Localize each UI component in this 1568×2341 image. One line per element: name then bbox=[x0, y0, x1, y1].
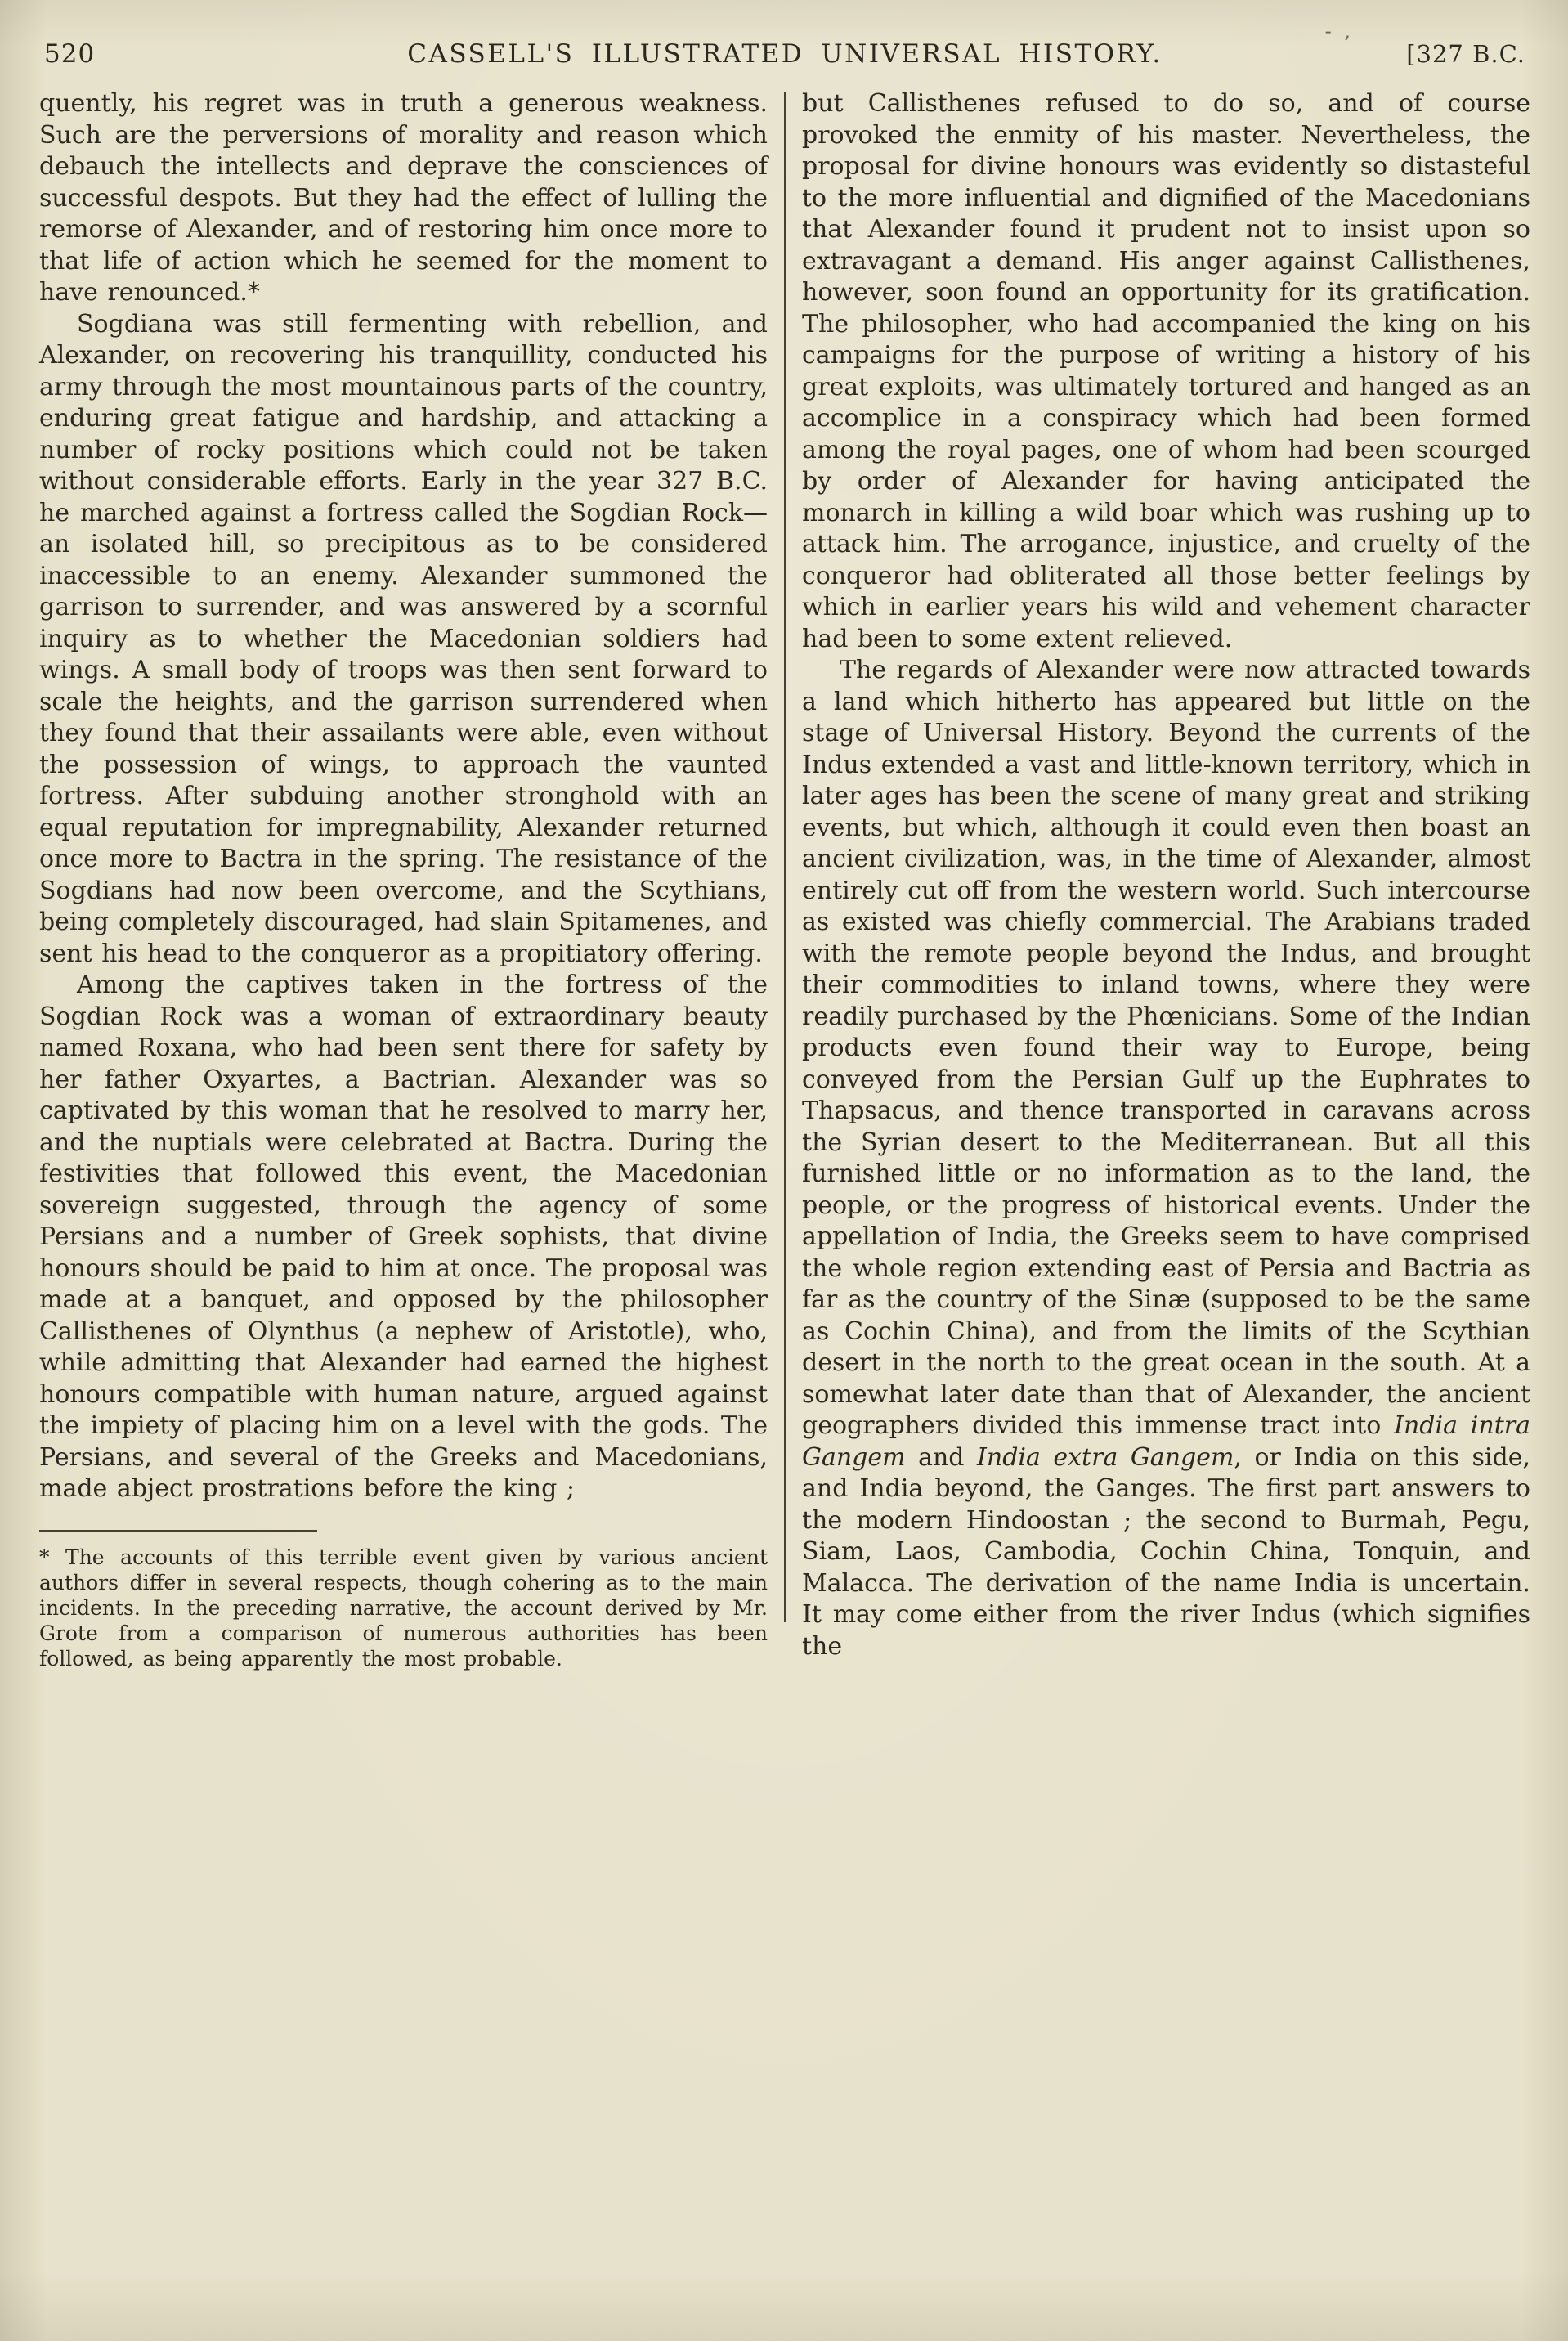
text-segment: and bbox=[905, 1442, 978, 1472]
left-column bbox=[39, 88, 768, 1671]
two-column-body bbox=[39, 88, 1530, 1671]
date-marker: [327 B.C. bbox=[1406, 40, 1525, 68]
text-segment: Among the captives taken in the fortress of the Sogdian Rock was a woman of extraordinary beauty named Roxana, who had been sent there for safety by her father Oxyartes, a Bactrian. Alexander was so captivated by this woman that he resolved to marry her, and the nuptials were celebrated at Bactra. During the festivities that followed this event, the Macedonian sovereign suggested, through the agency of some Persians and a number of Greek sophists, that divine honours should be paid to him at once. The proposal was made at a banquet, and opposed by the philosopher Callisthenes of Olynthus (a nephew of Aristotle), who, while admitting that Alexander had earned the highest honours compatible with human nature, argued against the impiety of placing him on a level with the gods. The Persians, and several of the Greeks and Macedonians, made abject prostrations before the king ; bbox=[39, 971, 768, 1503]
paragraph bbox=[39, 309, 768, 971]
text-segment: but Callisthenes refused to do so, and of course provoked the enmity of his master. Nevertheless, the proposal for divine honours was evidently so distasteful to the more influential and dignified of the Macedonians that Alexander found it prudent not to insist upon so extravagant a demand. His anger against Callisthenes, however, soon found an opportunity for its gratification. The philosopher, who had accompanied the king on his campaigns for the purpose of writing a history of his great exploits, was ultimately tortured and hanged as an accomplice in a conspiracy which had been formed among the royal pages, one of whom had been scourged by order of Alexander for having anticipated the monarch in killing a wild boar which was rushing up to attack him. The arrogance, injustice, and cruelty of the conqueror had obliterated all those better feelings by which in earlier years his wild and vehement character had been to some extent relieved. bbox=[802, 89, 1530, 653]
italic-text-segment: India extra Gangem bbox=[977, 1442, 1234, 1472]
page-header bbox=[44, 39, 1525, 69]
text-segment: , or India on this side, and India beyond, the Ganges. The first part answers to the modern Hindoostan ; the second to Burmah, Pegu, Siam, Laos, Cambodia, Cochin China, Tonquin, and Malacca. The derivation of the name India is uncertain. It may come either from the river Indus (which signifies the bbox=[802, 1442, 1530, 1661]
italic-text-segment: India intra Gangem bbox=[802, 1411, 1530, 1472]
left-column-text bbox=[39, 88, 768, 1505]
text-segment: Sogdiana was still fermenting with rebellion, and Alexander, on recovering his tranquillity, conducted his army through the most mountainous parts of the country, enduring great fatigue and hardship, and attacking a number of rocky positions which could not be taken without considerable efforts. Early in the year 327 B.C. he marched against a fortress called the Sogdian Rock—an isolated hill, so precipitous as to be considered inaccessible to an enemy. Alexander summoned the garrison to surrender, and was answered by a scornful inquiry as to whether the Macedonian soldiers had wings. A small body of troops was then sent forward to scale the heights, and the garrison surrendered when they found that their assailants were able, even without the possession of wings, to approach the vaunted fortress. After subduing another stronghold with an equal reputation for impregnability, Alexander returned once more to Bactra in the spring. The resistance of the Sogdians had now been overcome, and the Scythians, being completely discouraged, had slain Spitamenes, and sent his head to the conqueror as a propitiatory offering. bbox=[39, 309, 768, 968]
footnote-text: * The accounts of this terrible event given by various ancient authors differ in several respects, though cohering as to the main incidents. In the preceding narrative, the account derived by Mr. Grote from a comparison of numerous authorities has been followed, as being apparently the most probable. bbox=[39, 1545, 768, 1671]
paragraph bbox=[39, 970, 768, 1505]
right-column-text bbox=[802, 88, 1530, 1662]
column-divider-rule bbox=[784, 92, 786, 1622]
print-artifact-mark: - , bbox=[1324, 20, 1354, 43]
paragraph bbox=[39, 88, 768, 309]
text-segment: The regards of Alexander were now attracted towards a land which hitherto has appeared but little on the stage of Universal History. Beyond the currents of the Indus extended a vast and little-known territory, which in later ages has been the scene of many great and striking events, but which, although it could even then boast an ancient civilization, was, in the time of Alexander, almost entirely cut off from the western world. Such intercourse as existed was chiefly commercial. The Arabians traded with the remote people beyond the Indus, and brought their commodities to inland towns, where they were readily purchased by the Phœnicians. Some of the Indian products even found their way to Europe, being conveyed from the Persian Gulf up the Euphrates to Thapsacus, and thence transported in caravans across the Syrian desert to the Mediterranean. But all this furnished little or no information as to the land, the people, or the progress of historical events. Under the appellation of India, the Greeks seem to have comprised the whole region extending east of Persia and Bactria as far as the country of the Sinæ (supposed to be the same as Cochin China), and from the limits of the Scythian desert in the north to the great ocean in the south. At a somewhat later date than that of Alexander, the ancient geographers divided this immense tract into bbox=[802, 656, 1530, 1440]
footnote-separator-rule bbox=[39, 1530, 317, 1532]
page-number: 520 bbox=[44, 39, 96, 69]
paragraph bbox=[802, 88, 1530, 655]
footnote bbox=[39, 1545, 768, 1671]
paragraph bbox=[802, 655, 1530, 1662]
text-segment: quently, his regret was in truth a generous weakness. Such are the perversions of morality and reason which debauch the intellects and deprave the consciences of successful despots. But they had the effect of lulling the remorse of Alexander, and of restoring him once more to that life of action which he seemed for the moment to have renounced.* bbox=[39, 89, 768, 307]
right-column bbox=[802, 88, 1530, 1671]
page-title: CASSELL'S ILLUSTRATED UNIVERSAL HISTORY. bbox=[407, 39, 1163, 69]
